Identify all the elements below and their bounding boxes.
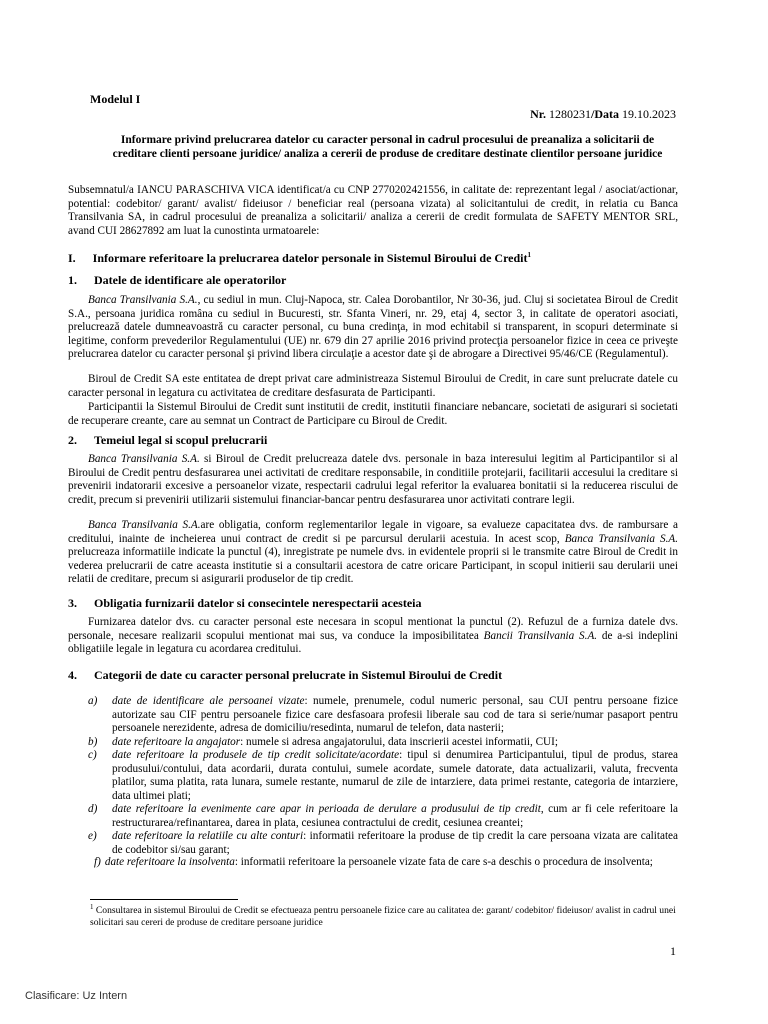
bank-name: Banca Transilvania S.A.: [564, 532, 678, 545]
list-item-label: date de identificare ale persoanei vizate: [112, 695, 305, 707]
list-item-label: date referitoare la angajator: [112, 735, 241, 748]
list-marker: a): [88, 695, 98, 707]
list-item: [88, 749, 678, 803]
list-marker: d): [88, 803, 98, 815]
s2-p2-rest: prelucreaza informatiile indicate la punctul (4), inregistrate pe numele dvs. in evidentele proprii si le transmite catre Biroul de Credit in vederea prelucrarii de catre aceasta institutie si a consultarii acestora de catre oricare Participant, in scopul initierii sau derularii unei relatii de creditare, precum si asigurarii produselor de tip credit.: [68, 546, 678, 585]
list-marker: e): [88, 830, 97, 842]
footnote-marker: 1: [90, 902, 94, 911]
list-item: [88, 736, 678, 750]
list-item-text: : informatii referitoare la produse de tip credit la care persoana vizata are calitatea de codebitor si/sau garant;: [112, 830, 678, 856]
list-item: [68, 856, 678, 870]
s4-title: Categorii de date cu caracter personal prelucrate in Sistemul Biroului de Credit: [94, 668, 503, 682]
s1-p1-mid: , cu sediul in mun. Cluj-Napoca, str. Calea Dorobantilor, Nr 30-36, jud. Cluj si societatea Biroul de Credit S.A.: [68, 294, 678, 320]
list-item-label: date referitoare la evenimente care apar in perioada de derulare a produsului de tip credit: [112, 803, 541, 815]
model-label: Modelul I: [90, 92, 141, 106]
list-item: [88, 830, 678, 857]
list-item-text: : numele si adresa angajatorului, data inscrierii acestei informatii, CUI;: [240, 735, 558, 748]
s1-paragraph-3: Participantii la Sistemul Biroului de Credit sunt institutii de credit, institutii financiare nebancare, societati de asigurari si societati de recuperare creante, care au semnat un Contract de Participare cu Biroul de Credit.: [68, 401, 678, 427]
footnote-text: Consultarea in sistemul Biroului de Credit se efectueaza pentru persoanele fizice care au calitatea de: garant/ codebitor/ fideiusor/ avalist in cadrul unei solicitari sau cereri de produse de creditare persoane juridice: [90, 905, 676, 928]
s1-paragraph-2: Biroul de Credit SA este entitatea de drept privat care administreaza Sistemul Biroului de Credit, in care sunt prelucrate datele cu caracter personal in legatura cu activitatea de creditare desfasurata de Participanti.: [68, 373, 678, 399]
bank-name: Banca Transilvania S.A.: [88, 453, 200, 465]
list-item-text: , cum ar fi cele referitoare la restructurarea/refinantarea, darea in plata, cesiunea contractului de credit, cesiunea creantei;: [112, 803, 678, 829]
s1-p1-rest: , persoana juridica româna cu sediul in Bucuresti, str. Sfanta Vineri, nr. 29, etaj 4, sector 3, in calitate de operatori asociati, prelucrează datele dumneavoastră cu caracter personal, cu buna credinţa, in mod echitabil si transparent, in scopuri determinate si legitime, conform prevederilor Regulamentului (UE) nr. 679 din 27 aprilie 2016 privind protecţia persoanelor fizice in ceea ce priveşte prelucrarea datelor cu caracter personal şi privind libera circulaţie a acestor date şi de abrogare a Directivei 95/46/CE (Regulamentul).: [68, 307, 678, 360]
document-date: 19.10.2023: [622, 107, 676, 121]
s1-paragraph-1: [68, 294, 678, 362]
s3-heading: [68, 596, 422, 610]
footnote-divider: [90, 899, 238, 900]
s3-p1-a: Furnizarea datelor dvs. cu caracter personal este necesara in scopul mentionat la punctul (2). Refuzul de a furniza datele dvs. personale, necesare realizarii scopului mentionat mai sus, va conduce la imposibilitatea: [68, 616, 678, 642]
list-marker: c): [88, 749, 97, 761]
s3-p1-rest: de a-si indeplini obligatiile legale in legatura cu acordarea creditului.: [68, 629, 678, 655]
list-item: [88, 695, 678, 736]
classification-label: Clasificare: Uz Intern: [25, 990, 128, 1002]
s3-title: Obligatia furnizarii datelor si consecintele nerespectarii acesteia: [94, 596, 422, 610]
s2-heading: [68, 433, 267, 447]
s2-title: Temeiul legal si scopul prelucrarii: [94, 433, 268, 447]
list-item-text: : numele, prenumele, codul numeric personal, sau CUI pentru persoane fizice autorizate sau CIF pentru persoanele fizice care desfasoara profesii liberale sau cod de tara si serie/numar pasaport pentru persoanele nerezidente, adresa de domiciliu/resedinta, numarul de telefon, data nasterii;: [112, 695, 678, 734]
s1-title: Datele de identificare ale operatorilor: [94, 273, 287, 287]
list-item-text: : informatii referitoare la persoanele vizate fata de care s-a deschis o procedura de insolventa;: [234, 856, 653, 868]
footnote-ref: 1: [527, 251, 532, 259]
list-item: [88, 803, 678, 830]
s2-paragraph-2: [68, 519, 678, 587]
section-I-num: I.: [68, 251, 76, 265]
nr-label: Nr.: [530, 107, 546, 121]
s2-p1-rest: si Biroul de Credit prelucreaza datele dvs. personale in baza interesului legitim al Participantilor si al Biroului de Credit pentru desfasurarea unei activitati de creditare responsabile, in conditiile protejarii, facilitarii accesului la creditare si prevenirii indatorarii excesive a persoanelor vizate, respectarii cadrului legal referitor la evaluarea bonitatii si la reducerea riscului de credit, precum si prevenirii utilizarii sistemului financiar-bancar pentru desfasurarea unor activitati contrare legii.: [68, 453, 678, 506]
list-item-text: : tipul si denumirea Participantului, tipul de produs, starea produsului/contului, data acordarii, durata contului, sumele acordate, sumele datorate, data actualizarii, valuta, frecventa platilor, suma platita, rata lunara, sumele restante, numarul de zile de intarziere, data primei restante, categoria de intarziere, data ultimei plati;: [112, 749, 678, 802]
s4-num: 4.: [68, 668, 77, 682]
s3-num: 3.: [68, 596, 77, 610]
data-label: /Data: [591, 107, 619, 121]
bank-name: Bancii Transilvania S.A.: [483, 629, 598, 642]
list-marker: b): [88, 735, 98, 748]
page-number: 1: [670, 944, 676, 958]
s2-num: 2.: [68, 433, 77, 447]
list-item-label: date referitoare la insolventa: [104, 856, 235, 868]
s1-num: 1.: [68, 273, 77, 287]
s4-category-list: [88, 695, 678, 857]
footnote: [90, 902, 680, 929]
section-I-title: Informare referitoare la prelucrarea datelor personale in Sistemul Biroului de Credit: [92, 251, 528, 265]
bank-name: Banca Transilvania S.A.: [88, 294, 198, 306]
list-marker: f): [94, 856, 101, 868]
nr-value: 1280231: [549, 107, 591, 121]
list-item-label: date referitoare la produsele de tip credit solicitate/acordate: [112, 749, 400, 761]
s2-paragraph-1: [68, 453, 678, 507]
reference-line: [530, 107, 676, 122]
s4-heading: [68, 668, 502, 682]
intro-paragraph: Subsemnatul/a IANCU PARASCHIVA VICA identificat/a cu CNP 2770202421556, in calitate de: reprezentant legal / asociat/actionar, potential: codebitor/ garant/ avalist/ fideiusor / beneficiar real (persoana vizata) al solicitantului de credit, in relatia cu Banca Transilvania SA, in cadrul procesului de preanaliza a solicitarii/ analiza a cererii de credit formulata de SAFETY MENTOR SRL, avand CUI 28627892 am luat la cunostinta urmatoarele:: [68, 184, 678, 237]
s2-p2-mid: are obligatia, conform reglementarilor legale in vigoare, sa evalueze capacitatea dvs. de rambursare a creditului, inainte de incheierea unui contract de credit si pe parcursul derularii acestuia. In acest scop,: [68, 519, 678, 545]
s3-paragraph-1: [68, 616, 678, 657]
s1-heading: [68, 273, 286, 287]
bank-name: Banca Transilvania S.A.: [88, 519, 201, 531]
list-item-label: date referitoare la relatiile cu alte conturi: [112, 830, 304, 842]
section-I-heading: [68, 251, 531, 265]
document-title: Informare privind prelucrarea datelor cu caracter personal in cadrul procesului de preanaliza a solicitarii de creditare clienti persoane juridice/ analiza a cererii de produse de creditare destinate clientilor persoane juridice: [112, 134, 663, 160]
